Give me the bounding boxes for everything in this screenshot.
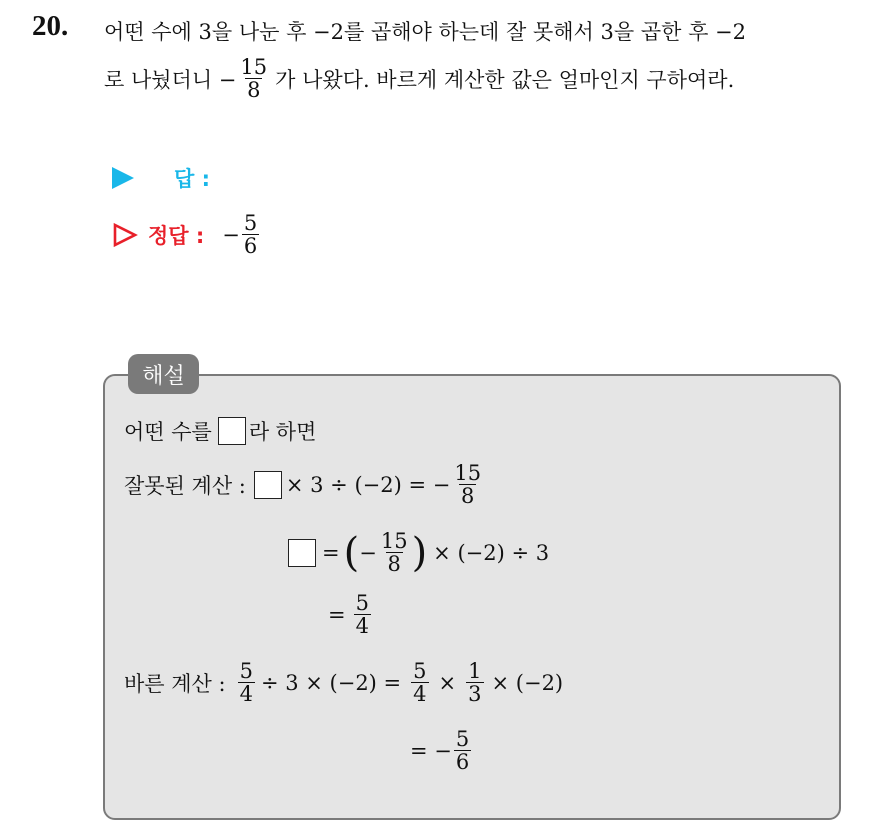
question-fraction xyxy=(238,56,269,101)
fraction-numerator: 15 xyxy=(380,529,408,553)
explanation-line-3 xyxy=(288,530,549,575)
question-line-2-pre: 로 나눴더니 − xyxy=(104,67,237,92)
fraction-denominator: 4 xyxy=(239,682,253,707)
explanation-line-1 xyxy=(124,416,316,446)
fraction-numerator: 5 xyxy=(455,727,470,751)
explanation-line-4 xyxy=(328,592,373,637)
left-paren: ( xyxy=(343,529,360,576)
explanation-line-6 xyxy=(410,728,473,773)
fraction-denominator: 8 xyxy=(461,484,475,509)
equals-sign: = xyxy=(322,540,340,565)
explanation-line-5-mid-2: × xyxy=(438,670,457,695)
fraction-numerator: 1 xyxy=(468,659,482,683)
correct-answer-numerator: 5 xyxy=(243,211,258,235)
question-line-2 xyxy=(104,56,734,101)
answer-label: 답 : xyxy=(174,167,210,191)
explanation-line-1-post: 라 하면 xyxy=(248,420,317,444)
explanation-line-5-fraction-3 xyxy=(466,660,483,705)
explanation-line-6-eq: = − xyxy=(410,738,452,763)
correct-answer-row xyxy=(112,212,261,257)
question-number: 20. xyxy=(32,10,69,42)
explanation-line-1-pre: 어떤 수를 xyxy=(124,420,212,444)
explanation-line-3-fraction xyxy=(379,530,410,575)
fraction-numerator: 5 xyxy=(413,659,427,683)
unknown-box xyxy=(218,417,246,445)
fraction-numerator: 15 xyxy=(454,461,482,485)
unknown-box xyxy=(254,471,282,499)
explanation-line-5-post: × (−2) xyxy=(491,670,564,695)
explanation-line-2-fraction xyxy=(452,462,483,507)
answer-row xyxy=(112,163,210,193)
explanation-line-3-post: × (−2) ÷ 3 xyxy=(433,540,550,565)
fraction-denominator: 4 xyxy=(413,682,427,707)
explanation-line-4-fraction xyxy=(354,592,371,637)
fraction-numerator: 5 xyxy=(355,591,369,615)
answer-triangle-icon xyxy=(112,167,134,189)
explanation-line-5-fraction-2 xyxy=(411,660,428,705)
explanation-line-5 xyxy=(124,660,563,705)
explanation-tab: 해설 xyxy=(128,354,199,394)
fraction-numerator: 5 xyxy=(239,659,253,683)
question-fraction-numerator: 15 xyxy=(240,55,268,79)
question-line-2-post: 가 나왔다. 바르게 계산한 값은 얼마인지 구하여라. xyxy=(275,67,735,92)
equals-sign: = xyxy=(328,602,346,627)
question-line-1: 어떤 수에 3을 나눈 후 −2를 곱해야 하는데 잘 못해서 3을 곱한 후 −2 xyxy=(104,20,746,44)
correct-answer-fraction xyxy=(242,212,259,257)
explanation-line-2-pre: 잘못된 계산 : xyxy=(124,473,246,498)
fraction-denominator: 8 xyxy=(387,552,401,577)
explanation-line-5-mid-1: ÷ 3 × (−2) = xyxy=(260,670,402,695)
fraction-denominator: 3 xyxy=(468,682,482,707)
correct-answer-sign: − xyxy=(222,222,240,247)
explanation-line-5-pre: 바른 계산 : xyxy=(124,671,226,696)
question-fraction-denominator: 8 xyxy=(247,78,261,103)
correct-answer-label: 정답 : xyxy=(148,223,205,248)
right-paren: ) xyxy=(411,529,428,576)
correct-answer-denominator: 6 xyxy=(243,234,258,259)
fraction-denominator: 6 xyxy=(455,750,470,775)
explanation-line-6-fraction xyxy=(454,728,471,773)
fraction-denominator: 4 xyxy=(355,614,369,639)
correct-triangle-icon xyxy=(112,222,138,248)
unknown-box xyxy=(288,539,316,567)
explanation-line-2 xyxy=(124,462,485,507)
explanation-line-5-fraction-1 xyxy=(238,660,255,705)
explanation-line-2-mid: × 3 ÷ (−2) = − xyxy=(285,472,451,497)
minus-sign: − xyxy=(359,540,377,565)
